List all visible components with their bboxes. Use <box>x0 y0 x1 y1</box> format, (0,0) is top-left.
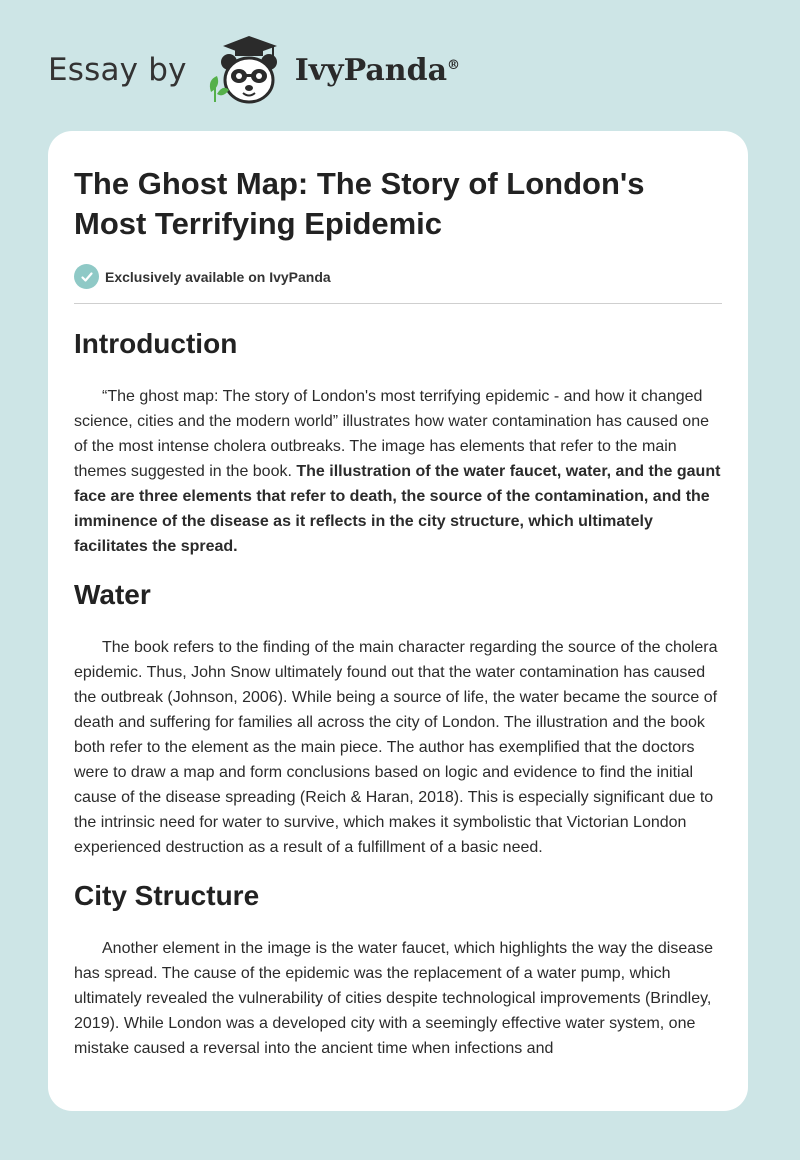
paragraph-introduction: “The ghost map: The story of London's most terrifying epidemic - and how it changed science, cities and the modern world” illustrates how water contamination has caused one of the most intense cholera outbreaks. The image has elements that refer to the main themes suggested in the book. The illustration of the water faucet, water, and the gaunt face are three elements that refer to death, the source of the contamination, and the imminence of the disease as it reflects in the city structure, which ultimately facilitates the spread. <box>74 388 721 555</box>
badge-label: Exclusively available on IvyPanda <box>105 268 331 285</box>
check-circle-icon <box>74 264 99 289</box>
thesis-statement: The illustration of the water faucet, water, and the gaunt face are three elements that refer to death, the source of the contamination, and the imminence of the disease as it reflects in the city structure, which ultimately facilitates the spread. <box>74 463 721 555</box>
exclusive-badge <box>74 264 722 289</box>
panda-logo-icon[interactable] <box>203 32 287 108</box>
paragraph-water: The book refers to the finding of the main character regarding the source of the cholera epidemic. Thus, John Snow ultimately found out that the water contamination has caused the outbreak (Johnson, 2006). While being a source of life, the water became the source of death and suffering for families all across the city of London. The illustration and the book both refer to the element as the main piece. The author has exemplified that the doctors were to draw a map and form conclusions based on logic and evidence to find the initial cause of the disease spreading (Reich & Haran, 2018). This is especially significant due to the intrinsic need for water to survive, which makes it symbolistic that Victorian London experienced destruction as a result of a fulfillment of a basic need. <box>74 639 718 856</box>
section-heading-introduction: Introduction <box>74 328 238 359</box>
divider <box>74 303 722 304</box>
registered-mark: ® <box>447 57 461 73</box>
essay-title: The Ghost Map: The Story of London's Most Terrifying Epidemic <box>74 166 645 241</box>
section-heading-water: Water <box>74 579 151 610</box>
essay-by-label: Essay by <box>48 52 187 88</box>
section-heading-city-structure: City Structure <box>74 880 260 911</box>
site-header <box>48 30 460 110</box>
paragraph-city-structure: Another element in the image is the water faucet, which highlights the way the disease has spread. The cause of the epidemic was the replacement of a water pump, which ultimately revealed the vulnerability of cities despite technological improvements (Brindley, 2019). While London was a developed city with a seemingly effective water system, one mistake caused a reversal into the ancient time when infections and <box>74 940 714 1057</box>
essay-card <box>48 131 748 1111</box>
brand-name: IvyPanda® <box>294 52 461 88</box>
